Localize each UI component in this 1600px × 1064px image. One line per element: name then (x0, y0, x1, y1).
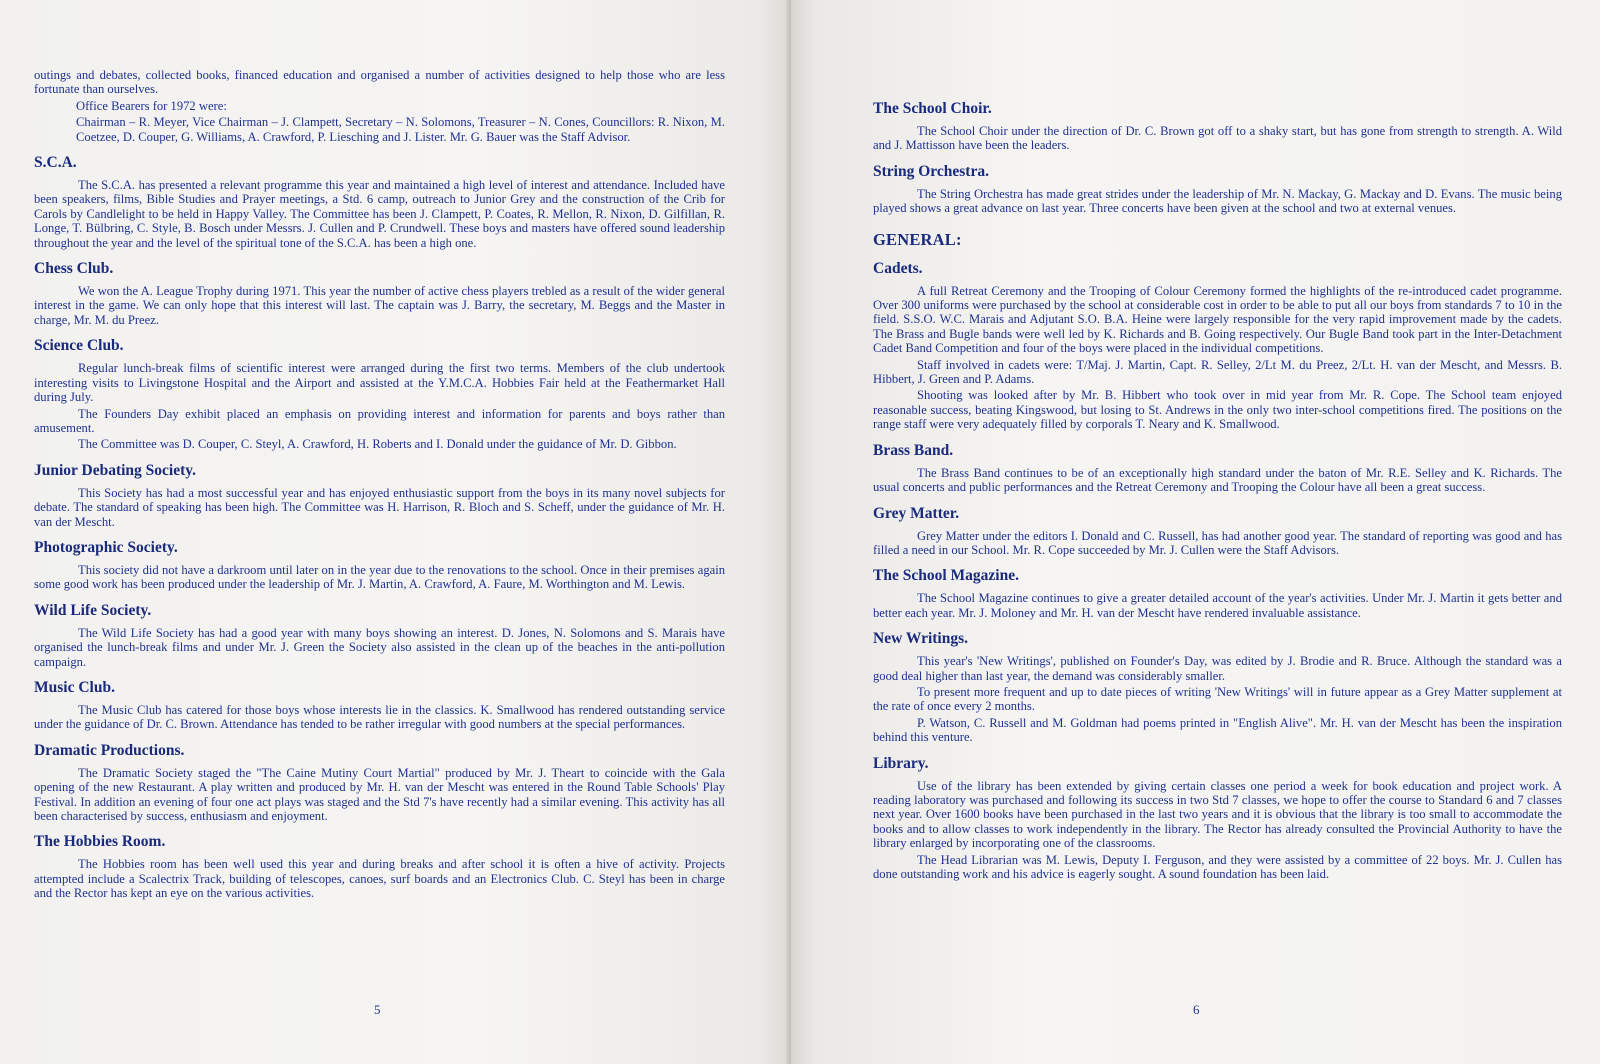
left-column (34, 68, 725, 901)
section-heading: Chess Club. (34, 260, 114, 278)
page-right (791, 0, 1600, 1064)
office-bearers-text: Chairman – R. Meyer, Vice Chairman – J. Clampett, Secretary – N. Solomons, Treasurer – N. Cones, Councillors: R. Nixon, M. Coetzee, D. Couper, G. Williams, A. Crawford, P. Liesching and J. Lister. Mr. G. Bauer was the Staff Advisor. (76, 115, 725, 144)
section-paragraph: The School Choir under the direction of Dr. C. Brown got off to a shaky start, but has gone from strength to strength. A. Wild and J. Mattisson have been the leaders. (873, 124, 1562, 153)
section-heading: Music Club. (34, 678, 115, 696)
section-heading: Wild Life Society. (34, 601, 152, 619)
section-paragraph: P. Watson, C. Russell and M. Goldman had poems printed in "English Alive". Mr. H. van der Mescht has been the inspiration behind this venture. (873, 715, 1562, 745)
section-paragraph: The Hobbies room has been well used this year and during breaks and after school it is often a hive of activity. Projects attempted include a Scalectrix Track, building of telescopes, canoes, surf boards and an Electronics Club. C. Steyl has been in charge and the Rector has kept an eye on the various activities. (34, 857, 725, 901)
section-heading: Science Club. (34, 337, 124, 355)
section-paragraph: To present more frequent and up to date pieces of writing 'New Writings' will in future appear as a Grey Matter supplement at the rate of once every 2 months. (873, 684, 1562, 714)
section-paragraph: A full Retreat Ceremony and the Trooping of Colour Ceremony formed the highlights of the re-introduced cadet programme. Over 300 uniforms were purchased by the school at considerable cost in order to be able to put all our boys from standards 7 to 10 in the field. S.S.O. W.C. Marais and Adjutant S.O. B.A. Heine were largely responsible for the very rapid improvement made by the cadets. The Brass and Bugle bands were well led by K. Richards and B. Going respectively. Our Bugle Band took part in the Inter-Detachment Cadet Band Competition and four of the boys were placed in the individual competitions. (873, 283, 1562, 356)
section-paragraph: Regular lunch-break films of scientific interest were arranged during the first two terms. Members of the club undertook interesting visits to Livingstone Hospital and the Airport and assisted at the Y.M.C.A. Hobbies Fair held at the Feathermarket Hall during July. (34, 361, 725, 405)
section-paragraph: The Head Librarian was M. Lewis, Deputy I. Ferguson, and they were assisted by a committee of 22 boys. Mr. J. Cullen has done outstanding work and his advice is eagerly sought. A sound foundation has been laid. (873, 852, 1562, 881)
section-paragraph: The Founders Day exhibit placed an emphasis on providing interest and information for parents and boys rather than amusement. (34, 406, 725, 435)
section-paragraph: This Society has had a most successful year and has enjoyed enthusiastic support from the boys in its many novel subjects for debate. The standard of speaking has been high. The Committee was H. Harrison, R. Bloch and S. Scheff, under the guidance of Mr. H. van der Mescht. (34, 485, 725, 529)
office-bearers-text: Office Bearers for 1972 were: (76, 98, 227, 113)
section-paragraph: Use of the library has been extended by giving certain classes one period a week for book education and project work. A reading laboratory was purchased and following its success in two Std 7 classes, we hope to offer the course to Standard 6 and 7 classes next year. Over 1600 books have been purchased in the last two years and it is obvious that the library is too small to accommodate the books and to allow classes to work independently in the library. The Rector has already consulted the Provincial Authority to have the library enlarged by incorporating one of the classrooms. (873, 778, 1562, 851)
section-heading: The School Choir. (873, 100, 992, 117)
right-column (873, 100, 1562, 881)
section-heading: The Hobbies Room. (34, 833, 166, 851)
section-paragraph: Shooting was looked after by Mr. B. Hibbert who took over in mid year from Mr. R. Cope. The School team enjoyed reasonable success, beating Kingswood, but losing to St. Andrews in the only two inter-school competitions fired. The positions on the range staff were very adequately filled by corporals T. Neary and K. Smallwood. (873, 388, 1562, 432)
section-paragraph: The Music Club has catered for those boys whose interests lie in the classics. K. Smallwood has rendered outstanding service under the guidance of Dr. C. Brown. Attendance has tended to be rather irregular with good numbers at the special performances. (34, 702, 725, 732)
section-heading: S.C.A. (34, 154, 77, 172)
section-paragraph: The Brass Band continues to be of an exceptionally high standard under the baton of Mr. R.E. Selley and K. Richards. The usual concerts and public performances and the Retreat Ceremony and Trooping the Colour have all been a great success. (873, 465, 1562, 495)
section-paragraph: The School Magazine continues to give a greater detailed account of the year's activities. Under Mr. J. Martin it gets better and better each year. Mr. J. Moloney and Mr. H. van der Mescht have rendered invaluable assistance. (873, 591, 1562, 620)
section-paragraph: The Dramatic Society staged the "The Caine Mutiny Court Martial" produced by Mr. J. Theart to coincide with the Gala opening of the new Restaurant. A play written and produced by Mr. H. van der Mescht was entered in the Round Table Schools' Play Festival. In addition an evening of four one act plays was staged and the Std 7's have recently had a similar evening. This activity has all been characterised by success, enthusiasm and enjoyment. (34, 765, 725, 823)
page-number-left: 5 (374, 1002, 381, 1017)
section-heading: Grey Matter. (873, 504, 960, 522)
section-heading: Library. (873, 754, 929, 772)
section-heading: String Orchestra. (873, 162, 989, 180)
section-paragraph: Grey Matter under the editors I. Donald and C. Russell, has had another good year. The standard of reporting was good and has filled a need in our School. Mr. R. Cope succeeded by Mr. J. Cullen were the Staff Advisors. (873, 528, 1562, 557)
page-left (0, 0, 791, 1064)
section-paragraph: The String Orchestra has made great strides under the leadership of Mr. N. Mackay, G. Mackay and D. Evans. The music being played shows a great advance on last year. Three concerts have been given at the school and two at external venues. (873, 186, 1562, 216)
section-paragraph: The S.C.A. has presented a relevant programme this year and maintained a high level of interest and attendance. Included have been speakers, films, Bible Studies and Prayer meetings, a Std. 6 camp, outreach to Junior Grey and the construction of the Crib for Carols by Candlelight to be held in Happy Valley. The Committee has been J. Clampett, P. Coates, R. Mellon, R. Nixon, D. Gilfillan, R. Longe, T. Bülbring, C. Style, B. Bosch under Messrs. J. Cullen and P. Crundwell. These boys and masters have offered sound leadership throughout the year and the level of the spiritual tone of the S.C.A. has been a high one. (34, 178, 725, 250)
section-heading: New Writings. (873, 630, 969, 648)
general-heading: GENERAL: (873, 229, 962, 249)
section-paragraph: We won the A. League Trophy during 1971. This year the number of active chess players trebled as a result of the wider general interest in the game. We can only hope that this interest will last. The captain was J. Barry, the secretary, M. Beggs and the Master in charge, Mr. M. du Preez. (34, 284, 725, 327)
section-paragraph: The Committee was D. Couper, C. Steyl, A. Crawford, H. Roberts and I. Donald under the guidance of Mr. D. Gibbon. (78, 437, 677, 452)
page-number-right: 6 (1193, 1002, 1200, 1017)
intro-paragraph: outings and debates, collected books, financed education and organised a number of activities designed to help those who are less fortunate than ourselves. (34, 68, 725, 97)
section-paragraph: This year's 'New Writings', published on Founder's Day, was edited by J. Brodie and R. Bruce. Although the standard was a good deal higher than last year, the demand was considerably smaller. (873, 654, 1562, 683)
section-paragraph: This society did not have a darkroom until later on in the year due to the renovations to the school. Once in their premises again some good work has been produced under the leadership of Mr. J. Martin, A. Crawford, A. Faure, M. Worthington and M. Lewis. (34, 562, 725, 592)
section-heading: Brass Band. (873, 441, 954, 459)
section-heading: The School Magazine. (873, 567, 1019, 585)
section-paragraph: The Wild Life Society has had a good year with many boys showing an interest. D. Jones, N. Solomons and S. Marais have organised the lunch-break films and under Mr. J. Green the Society also assisted in the clean up of the beaches in the anti-pollution campaign. (34, 625, 725, 669)
section-heading: Dramatic Productions. (34, 741, 185, 759)
section-heading: Photographic Society. (34, 538, 178, 556)
section-paragraph: Staff involved in cadets were: T/Maj. J. Martin, Capt. R. Selley, 2/Lt M. du Preez, 2/Lt. H. van der Mescht, and Messrs. B. Hibbert, J. Green and P. Adams. (873, 357, 1562, 387)
section-heading: Junior Debating Society. (34, 461, 197, 479)
section-heading: Cadets. (873, 259, 923, 277)
